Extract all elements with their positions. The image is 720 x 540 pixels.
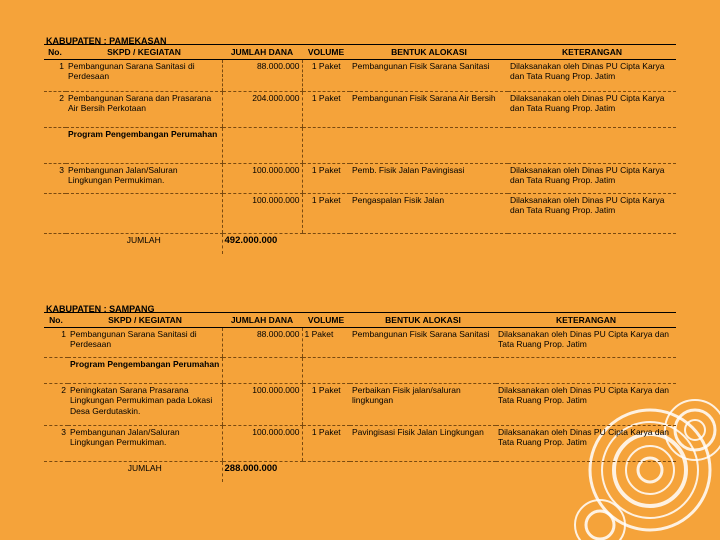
table-row [44,384,676,426]
program-title: Program Pengembangan Perumahan [66,128,222,164]
header-no: No. [44,45,66,60]
table-header [44,45,676,60]
row-keterangan: Dilaksanakan oleh Dinas PU Cipta Karya dan Tata Ruang Prop. Jatim [496,426,676,462]
table-row [44,328,676,358]
row-keterangan: Dilaksanakan oleh Dinas PU Cipta Karya dan Tata Ruang Prop. Jatim [508,194,676,234]
program-row [44,128,676,164]
row-dana: 100.000.000 [222,384,302,426]
row-kegiatan: Pembangunan Jalan/Saluran Lingkungan Permukiman. [68,426,222,462]
table-row [44,92,676,128]
table-row [44,164,676,194]
row-keterangan: Dilaksanakan oleh Dinas PU Cipta Karya dan Tata Ruang Prop. Jatim [508,92,676,128]
total-value: 492.000.000 [222,234,302,254]
header-volume: VOLUME [302,45,350,60]
row-keterangan: Dilaksanakan oleh Dinas PU Cipta Karya dan Tata Ruang Prop. Jatim [508,60,676,92]
table-row [44,194,676,234]
row-dana: 88.000.000 [222,60,302,92]
row-bentuk: Pembangunan Fisik Sarana Sanitasi [350,328,496,358]
row-dana: 100.000.000 [222,194,302,234]
program-title: Program Pengembangan Perumahan [68,358,222,384]
row-bentuk: Pemb. Fisik Jalan Pavingisasi [350,164,508,194]
total-row [44,234,676,254]
row-bentuk: Perbaikan Fisik jalan/saluran lingkungan [350,384,496,426]
row-bentuk: Pavingisasi Fisik Jalan Lingkungan [350,426,496,462]
row-kegiatan: Pembangunan Jalan/Saluran Lingkungan Permukiman. [66,164,222,194]
row-volume: 1 Paket [302,384,350,426]
row-dana: 88.000.000 [222,328,302,358]
header-dana: JUMLAH DANA [222,313,302,328]
row-kegiatan: Pembangunan Sarana Sanitasi di Perdesaan [66,60,222,92]
row-dana: 100.000.000 [222,426,302,462]
row-dana: 204.000.000 [222,92,302,128]
row-volume: 1 Paket [302,194,350,234]
header-skpd: SKPD / KEGIATAN [66,45,222,60]
program-row [44,358,676,384]
header-no: No. [44,313,68,328]
row-volume: 1 Paket [302,164,350,194]
header-dana: JUMLAH DANA [222,45,302,60]
region-title-pamekasan: KABUPATEN : PAMEKASAN [46,36,167,46]
table-row [44,426,676,462]
row-bentuk: Pengaspalan Fisik Jalan [350,194,508,234]
row-no: 3 [44,164,66,194]
row-volume: 1 Paket [302,60,350,92]
header-skpd: SKPD / KEGIATAN [68,313,222,328]
row-kegiatan: Pembangunan Sarana Sanitasi di Perdesaan [68,328,222,358]
table-row [44,60,676,92]
row-keterangan: Dilaksanakan oleh Dinas PU Cipta Karya dan Tata Ruang Prop. Jatim [496,328,676,358]
total-label: JUMLAH [127,463,162,474]
region-title-sampang: KABUPATEN : SAMPANG [46,304,155,314]
row-kegiatan: Pembangunan Sarana dan Prasarana Air Bersih Perkotaan [66,92,222,128]
table-sampang [44,312,676,482]
row-dana: 100.000.000 [222,164,302,194]
total-row [44,462,676,482]
header-keterangan: KETERANGAN [508,45,676,60]
row-keterangan: Dilaksanakan oleh Dinas PU Cipta Karya dan Tata Ruang Prop. Jatim [496,384,676,426]
row-no: 2 [44,384,68,426]
table-pamekasan [44,44,676,254]
row-no: 2 [44,92,66,128]
row-kegiatan: Peningkatan Sarana Prasarana Lingkungan Permukiman pada Lokasi Desa Gerdutaskin. [68,384,222,426]
row-volume: 1 Paket [302,328,350,358]
header-keterangan: KETERANGAN [496,313,676,328]
row-volume: 1 Paket [302,426,350,462]
total-value: 288.000.000 [222,462,302,482]
row-no: 1 [44,60,66,92]
row-bentuk: Pembangunan Fisik Sarana Air Bersih [350,92,508,128]
row-bentuk: Pembangunan Fisik Sarana Sanitasi [350,60,508,92]
header-bentuk: BENTUK ALOKASI [350,45,508,60]
row-no: 3 [44,426,68,462]
row-volume: 1 Paket [302,92,350,128]
header-volume: VOLUME [302,313,350,328]
total-label: JUMLAH [126,235,161,246]
header-bentuk: BENTUK ALOKASI [350,313,496,328]
table-header [44,313,676,328]
row-keterangan: Dilaksanakan oleh Dinas PU Cipta Karya dan Tata Ruang Prop. Jatim [508,164,676,194]
row-no: 1 [44,328,68,358]
